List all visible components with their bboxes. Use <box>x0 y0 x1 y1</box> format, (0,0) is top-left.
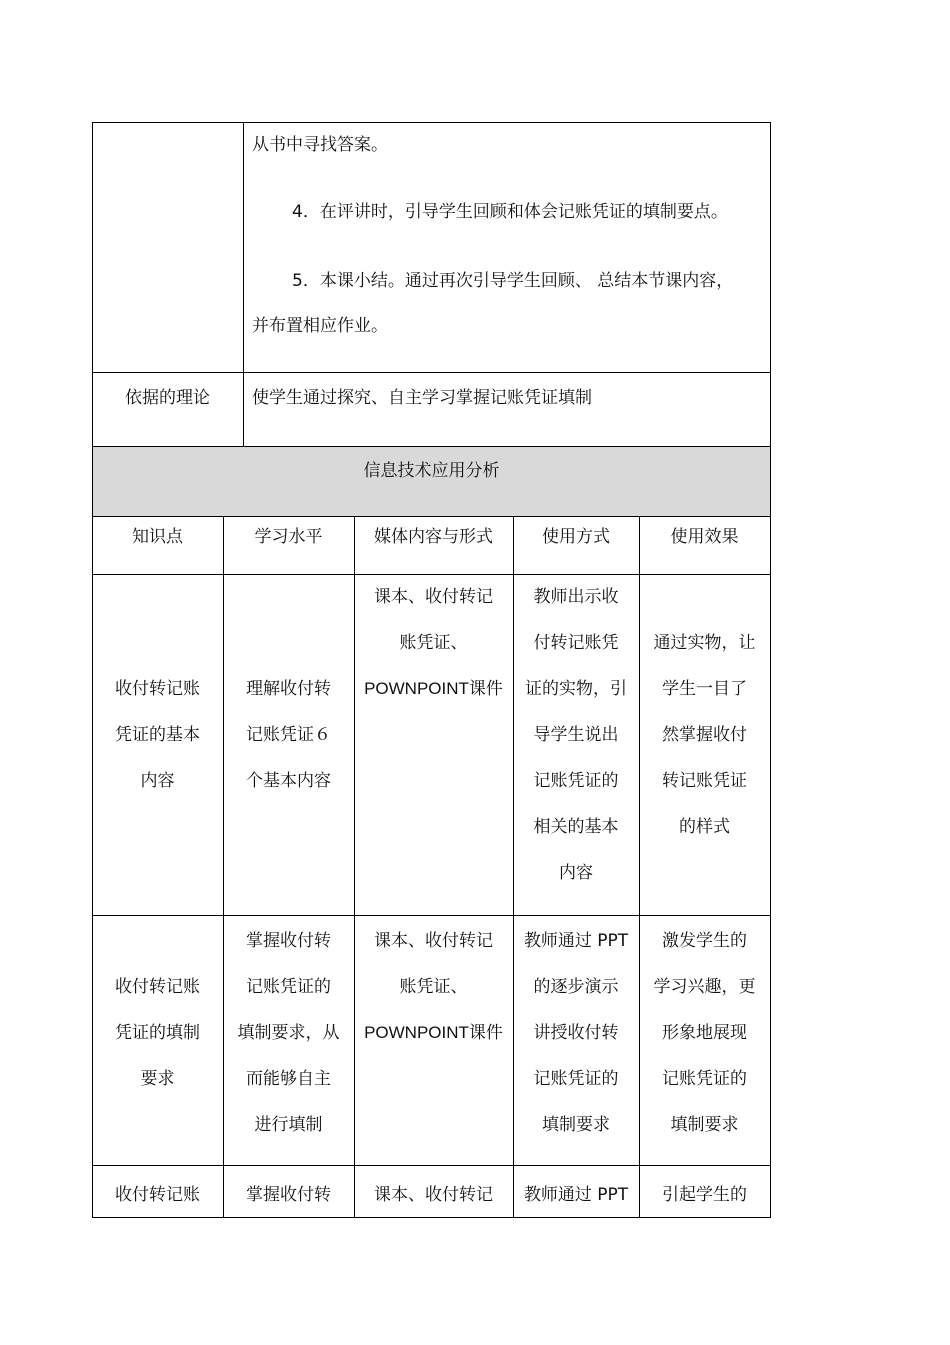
table-cell-knowledge: 凭证的填制 <box>115 1023 200 1043</box>
table-border-right <box>770 122 771 1218</box>
table-cell-media: 账凭证、 <box>399 633 468 653</box>
table-cell-level: 记账凭证６ <box>246 725 331 745</box>
table-cell-usage: 教师出示收 <box>533 587 619 607</box>
table-cell-knowledge: 收付转记账 <box>115 977 200 997</box>
table-cell-media: 课本、收付转记 <box>374 1185 493 1205</box>
table-cell-usage: 付转记账凭 <box>533 633 619 653</box>
table-cell-media: 课本、收付转记 <box>374 931 493 951</box>
table-cell-usage: 教师通过 PPT <box>523 1185 629 1205</box>
table-cell-effect: 激发学生的 <box>662 931 747 951</box>
table-cell-media: 课本、收付转记 <box>374 587 493 607</box>
table-cell-effect: 学习兴趣，更 <box>653 977 756 997</box>
table-cell-effect: 记账凭证的 <box>662 1069 747 1089</box>
table-cell-media: POWNPOINT课件 <box>364 679 503 698</box>
table-cell-effect: 通过实物，让 <box>653 633 756 653</box>
table-cell-usage: 填制要求 <box>542 1115 610 1135</box>
column-header: 知识点 <box>132 527 183 547</box>
table-cell-knowledge: 要求 <box>140 1069 175 1089</box>
step-text: 5．本课小结。通过再次引导学生回顾、 总结本节课内容， <box>292 271 734 291</box>
table-cell-usage: 内容 <box>559 863 593 883</box>
column-divider <box>243 122 244 447</box>
section-title: 信息技术应用分析 <box>363 461 500 481</box>
table-border-top <box>92 122 771 123</box>
table-cell-usage: 记账凭证的 <box>533 771 619 791</box>
theory-label: 依据的理论 <box>125 388 210 408</box>
table-cell-effect: 然掌握收付 <box>662 725 747 745</box>
table-cell-media: POWNPOINT课件 <box>364 1023 503 1042</box>
row-divider <box>92 574 771 575</box>
theory-text: 使学生通过探究、自主学习掌握记账凭证填制 <box>252 388 592 408</box>
table-cell-effect: 形象地展现 <box>662 1023 747 1043</box>
table-cell-usage: 导学生说出 <box>533 725 619 745</box>
table-cell-level: 个基本内容 <box>246 771 331 791</box>
table-cell-effect: 学生一目了 <box>662 679 747 699</box>
column-header: 使用方式 <box>542 527 610 547</box>
table-cell-level: 而能够自主 <box>246 1069 331 1089</box>
table-cell-effect: 引起学生的 <box>662 1185 747 1205</box>
table-cell-effect: 转记账凭证 <box>662 771 747 791</box>
table-cell-level: 填制要求，从 <box>237 1023 340 1043</box>
table-cell-level: 掌握收付转 <box>246 1185 331 1205</box>
step-text: 并布置相应作业。 <box>252 316 388 336</box>
column-header: 使用效果 <box>670 527 739 547</box>
row-divider <box>92 516 771 517</box>
table-cell-knowledge: 内容 <box>140 771 175 791</box>
column-header: 媒体内容与形式 <box>374 527 493 547</box>
table-cell-knowledge: 收付转记账 <box>115 679 200 699</box>
table-cell-effect: 填制要求 <box>670 1115 739 1135</box>
table-cell-usage: 证的实物，引 <box>525 679 627 699</box>
step-text: 从书中寻找答案。 <box>252 135 388 155</box>
table-cell-level: 掌握收付转 <box>246 931 331 951</box>
table-cell-usage: 教师通过 PPT <box>523 931 629 951</box>
table-cell-usage: 讲授收付转 <box>533 1023 619 1043</box>
column-header: 学习水平 <box>254 527 323 547</box>
row-divider <box>92 1165 771 1166</box>
table-border-bottom <box>92 1217 771 1218</box>
table-cell-level: 进行填制 <box>254 1115 323 1135</box>
table-border-left <box>92 122 93 1218</box>
table-cell-usage: 记账凭证的 <box>533 1069 619 1089</box>
table-cell-knowledge: 凭证的基本 <box>115 725 200 745</box>
row-divider <box>92 915 771 916</box>
step-text: 4．在评讲时，引导学生回顾和体会记账凭证的填制要点。 <box>292 202 728 222</box>
table-cell-level: 理解收付转 <box>246 679 331 699</box>
row-divider <box>92 446 771 447</box>
table-cell-media: 账凭证、 <box>399 977 468 997</box>
table-cell-level: 记账凭证的 <box>246 977 331 997</box>
table-cell-usage: 的逐步演示 <box>533 977 619 997</box>
row-divider <box>92 372 771 373</box>
table-cell-knowledge: 收付转记账 <box>115 1185 200 1205</box>
table-cell-effect: 的样式 <box>679 817 730 837</box>
table-cell-usage: 相关的基本 <box>533 817 619 837</box>
column-divider <box>354 516 355 1218</box>
